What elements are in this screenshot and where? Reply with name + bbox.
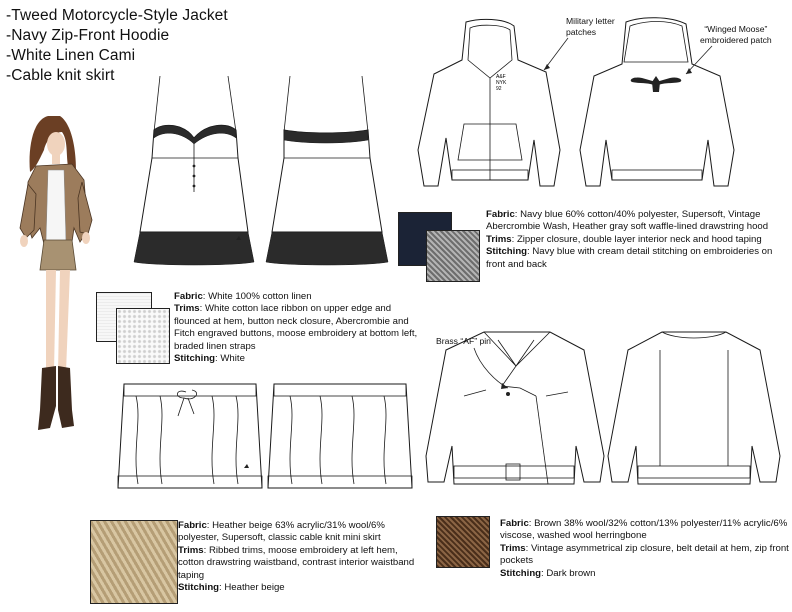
hoodie-spec: Fabric: Navy blue 60% cotton/40% polyester, Supersoft, Vintage Abercrombie Wash, Heather gray soft waffle-lined drawstring hood Trims: Zipper closure, double layer interior neck and hood taping Stitching: Navy blue with cream detail stitching on embroideries on front and back [486, 209, 773, 270]
cami-front-sketch [124, 72, 266, 272]
cami-back-sketch [256, 72, 398, 272]
garment-title-jacket: -Tweed Motorcycle-Style Jacket [6, 7, 228, 24]
white-lace-swatch [116, 308, 170, 364]
garment-title-skirt: -Cable knit skirt [6, 67, 115, 84]
military-callout-arrow [540, 34, 570, 74]
moose-callout-arrow [680, 44, 720, 84]
brass-pin-callout: Brass “AF” pin [436, 336, 491, 346]
brass-callout-arrow [470, 346, 520, 396]
herringbone-swatch [436, 516, 490, 568]
garment-title-hoodie: -Navy Zip-Front Hoodie [6, 27, 170, 44]
gray-waffle-swatch [426, 230, 480, 282]
letter-patch-1: A&F [496, 74, 506, 80]
garment-title-cami: -White Linen Cami [6, 47, 136, 64]
cami-spec: Fabric: White 100% cotton linen Trims: White cotton lace ribbon on upper edge and flounced at hem, button neck closure, Abercrombie and Fitch engraved buttons, moose embroidery at bottom left, braded linen straps Stitching: White [174, 291, 418, 365]
jacket-back-sketch [604, 326, 784, 498]
skirt-spec: Fabric: Heather beige 63% acrylic/31% wool/6% polyester, Supersoft, classic cable knit mini skirt Trims: Ribbed trims, moose embroidery at left hem, cotton drawstring waistband, contrast interior waistband taping Stitching: Heather beige [178, 520, 415, 594]
letter-patch-3: 92 [496, 86, 502, 92]
military-patches-callout: Military letter patches [566, 16, 615, 37]
letter-patch-2: NYK [496, 80, 507, 86]
skirt-back-sketch [266, 380, 414, 506]
jacket-spec: Fabric: Brown 38% wool/32% cotton/13% polyester/11% acrylic/6% viscose, washed wool herringbone Trims: Vintage asymmetrical zip closure, belt detail at hem, zip front pockets Stitching: Dark brown [500, 518, 789, 579]
beige-knit-swatch [90, 520, 178, 604]
skirt-front-sketch [116, 380, 264, 506]
winged-moose-callout: “Winged Moose” embroidered patch [700, 24, 772, 45]
model-illustration [10, 110, 110, 445]
